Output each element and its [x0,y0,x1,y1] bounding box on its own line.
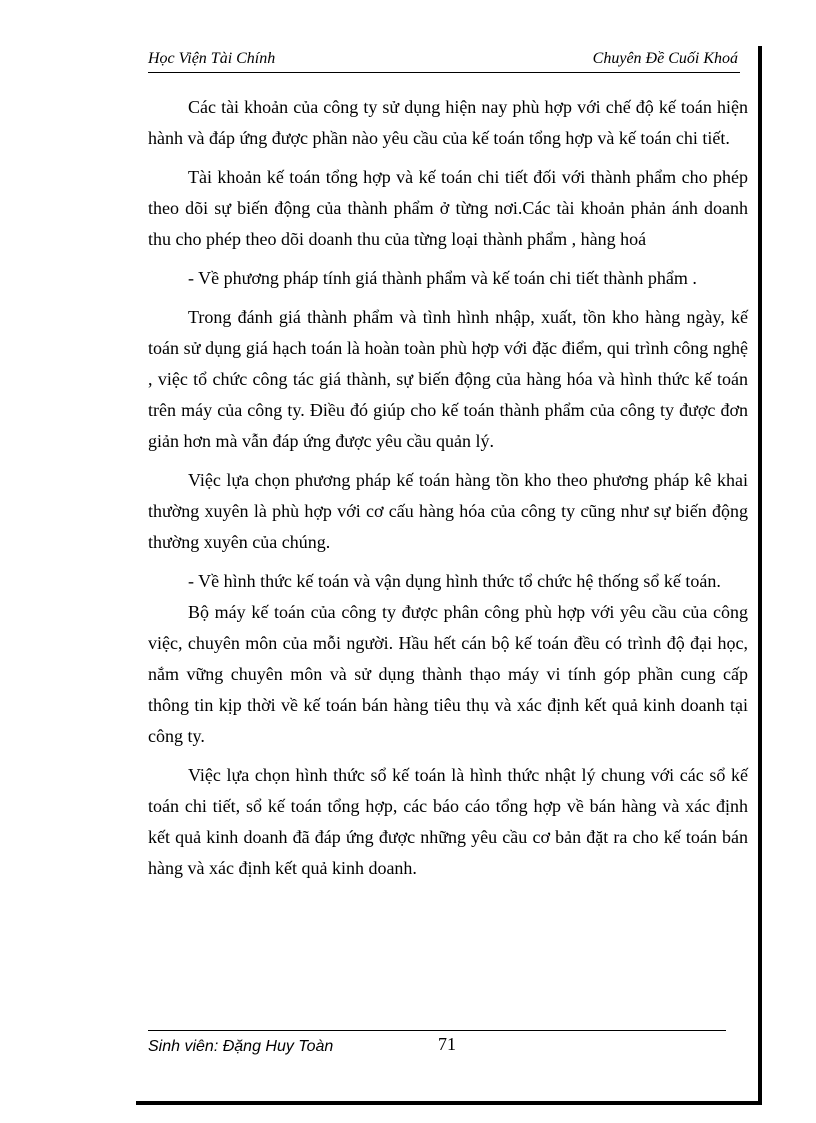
paragraph: Các tài khoản của công ty sử dụng hiện nay phù hợp với chế độ kế toán hiện hành và đáp ứng được phần nào yêu cầu của kế toán tổng hợp và kế toán chi tiết. [148,97,748,148]
paragraph: Việc lựa chọn phương pháp kế toán hàng tồn kho theo phương pháp kê khai thường xuyên là phù hợp với cơ cấu hàng hóa của công ty cũng như sự biến động thường xuyên của chúng. [148,470,748,552]
section-heading: - Về phương pháp tính giá thành phẩm và kế toán chi tiết thành phẩm . [188,268,697,288]
page-number: 71 [438,1034,456,1054]
footer-student-name: Sinh viên: Đặng Huy Toàn [148,1038,334,1055]
footer-divider [148,1030,726,1031]
paragraph: Tài khoản kế toán tổng hợp và kế toán chi tiết đối với thành phẩm cho phép theo dõi sự biến động của thành phẩm ở từng nơi.Các tài khoản phản ánh doanh thu cho phép theo dõi doanh thu của từng loại thành phẩm , hàng hoá [148,167,748,249]
header-document-title: Chuyên Đề Cuối Khoá [592,50,738,67]
paragraph: Bộ máy kế toán của công ty được phân công phù hợp với yêu cầu của công việc, chuyên môn của mỗi người. Hầu hết cán bộ kế toán đều có trình độ đại học, nắm vững chuyên môn và sử dụng thành thạo máy vi tính góp phần cung cấp thông tin kịp thời về kế toán bán hàng tiêu thụ và xác định kết quả kinh doanh tại công ty. [148,602,748,746]
page-shadow-right [758,46,762,1104]
section-heading: - Về hình thức kế toán và vận dụng hình thức tổ chức hệ thống sổ kế toán. [188,571,721,591]
paragraph: Việc lựa chọn hình thức sổ kế toán là hình thức nhật lý chung với các sổ kế toán chi tiết, sổ kế toán tổng hợp, các báo cáo tổng hợp về bán hàng và xác định kết quả kinh doanh đã đáp ứng được những yêu cầu cơ bản đặt ra cho kế toán bán hàng và xác định kết quả kinh doanh. [148,765,748,878]
page-shadow-bottom [136,1101,762,1105]
page-header [148,44,740,73]
paragraph: Trong đánh giá thành phẩm và tình hình nhập, xuất, tồn kho hàng ngày, kế toán sử dụng giá hạch toán là hoàn toàn phù hợp với đặc điểm, qui trình công nghệ , việc tổ chức công tác giá thành, sự biến động của hàng hóa và hình thức kế toán trên máy của công ty. Điều đó giúp cho kế toán thành phẩm của công ty được đơn giản hơn mà vẫn đáp ứng được yêu cầu quản lý. [148,307,748,451]
document-body [148,92,748,884]
header-institution: Học Viện Tài Chính [148,50,276,67]
